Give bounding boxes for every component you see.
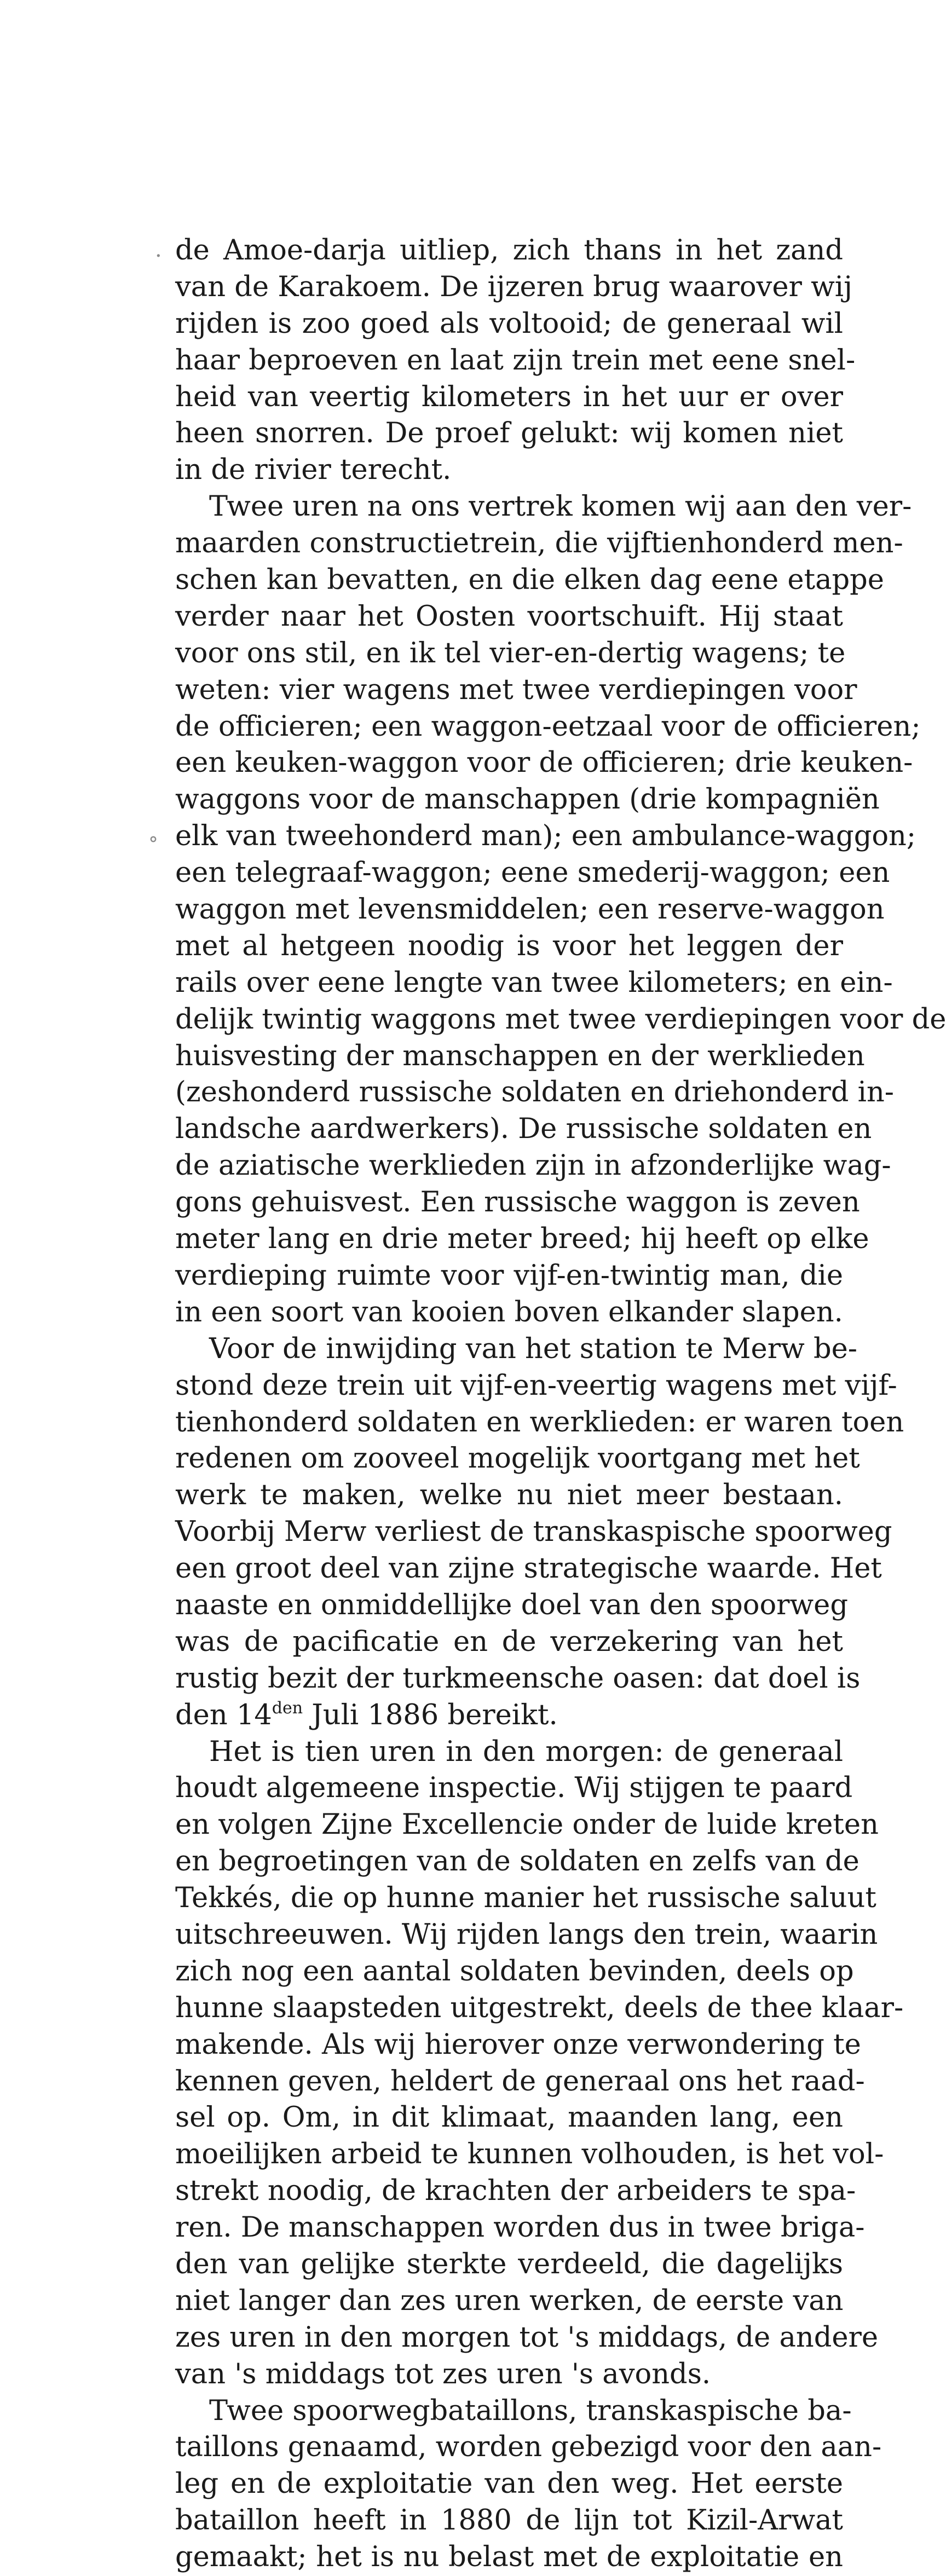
text-line: de officieren; een waggon-eetzaal voor de officieren; [175, 710, 921, 743]
text-line: en begroetingen van de soldaten en zelfs van de [175, 1845, 860, 1878]
text-line: een telegraaf-waggon; eene smederij-waggon; een [175, 857, 890, 890]
text-line: sel op. Om, in dit klimaat, maanden lang, een [175, 2101, 843, 2134]
text-line: hunne slaapsteden uitgestrekt, deels de thee klaar- [175, 1991, 904, 2024]
text-line: uitschreeuwen. Wij rijden langs den trein, waarin [175, 1918, 878, 1951]
text-line: een groot deel van zijne strategische waarde. Het [175, 1552, 882, 1585]
text-line: den van gelijke sterkte verdeeld, die dagelijks [175, 2248, 843, 2280]
paragraph-start-line: Voor de inwijding van het station te Merw be- [209, 1332, 858, 1365]
text-line: zich nog een aantal soldaten bevinden, deels op [175, 1955, 854, 1988]
text-line: haar beproeven en laat zijn trein met eene snel- [175, 344, 856, 377]
text-line: bataillon heeft in 1880 de lijn tot Kizil-Arwat [175, 2504, 843, 2537]
text-line: waggons voor de manschappen (drie kompagniën [175, 783, 880, 816]
text-line: niet langer dan zes uren werken, de eerste van [175, 2284, 844, 2317]
text-line: en volgen Zijne Excellencie onder de luide kreten [175, 1809, 879, 1841]
text-line: in de rivier terecht. [175, 454, 452, 487]
text-line: elk van tweehonderd man); een ambulance-waggon; [175, 820, 916, 853]
text-line: (zeshonderd russische soldaten en driehonderd in- [175, 1076, 895, 1109]
margin-mark-middle: ˚ [148, 836, 159, 861]
text-line: makende. Als wij hierover onze verwondering te [175, 2028, 861, 2061]
text-line: rails over eene lengte van twee kilometers; en ein- [175, 966, 893, 999]
paragraph-start-line: Het is tien uren in den morgen: de generaal [209, 1735, 843, 1768]
text-line: strekt noodig, de krachten der arbeiders te spa- [175, 2175, 856, 2208]
paragraph-start-line: Twee uren na ons vertrek komen wij aan den ver- [209, 490, 912, 523]
text-line: in een soort van kooien boven elkander slapen. [175, 1296, 843, 1329]
text-line: redenen om zooveel mogelijk voortgang met het [175, 1442, 860, 1475]
text-line: met al hetgeen noodig is voor het leggen der [175, 929, 843, 962]
paragraph-start-line: Twee spoorwegbataillons, transkaspische ba- [209, 2394, 852, 2427]
text-line: meter lang en drie meter breed; hij heeft op elke [175, 1223, 869, 1256]
text-line: landsche aardwerkers). De russische soldaten en [175, 1113, 872, 1146]
text-line: weten: vier wagens met twee verdiepingen voor [175, 673, 857, 706]
text-line: rustig bezit der turkmeensche oasen: dat doel is [175, 1662, 861, 1695]
margin-mark-top: · [155, 244, 162, 269]
text-line: gemaakt; het is nu belast met de exploitatie en [175, 2541, 843, 2574]
text-line: Tekkés, die op hunne manier het russische saluut [175, 1882, 876, 1915]
text-line: gons gehuisvest. Een russische waggon is zeven [175, 1186, 860, 1219]
text-line: de Amoe-darja uitliep, zich thans in het zand [175, 234, 843, 267]
text-line: ren. De manschappen worden dus in twee briga- [175, 2211, 865, 2244]
text-line: huisvesting der manschappen en der werklieden [175, 1039, 865, 1072]
text-line: maarden constructietrein, die vijftienhonderd men- [175, 527, 903, 560]
text-line: moeilijken arbeid te kunnen volhouden, is het vol- [175, 2138, 884, 2171]
text-line-with-date [175, 1697, 843, 1734]
text-line: was de pacificatie en de verzekering van het [175, 1625, 843, 1658]
text-line: delijk twintig waggons met twee verdiepingen voor de [175, 1003, 946, 1036]
text-line: heen snorren. De proef gelukt: wij komen niet [175, 417, 843, 450]
text-line: voor ons stil, en ik tel vier-en-dertig wagens; te [175, 637, 846, 669]
text-line: zes uren in den morgen tot 's middags, de andere [175, 2321, 879, 2354]
text-line: tienhonderd soldaten en werklieden: er waren toen [175, 1406, 904, 1439]
text-line: naaste en onmiddellijke doel van den spoorweg [175, 1589, 849, 1621]
text-line: stond deze trein uit vijf-en-veertig wagens met vijf- [175, 1369, 897, 1402]
text-line: heid van veertig kilometers in het uur er over [175, 380, 843, 413]
text-line: leg en de exploitatie van den weg. Het eerste [175, 2468, 843, 2500]
text-line: houdt algemeene inspectie. Wij stijgen te paard [175, 1772, 853, 1805]
text-line: van 's middags tot zes uren 's avonds. [175, 2358, 711, 2390]
text-line: werk te maken, welke nu niet meer bestaan. [175, 1479, 843, 1512]
text-line: verdieping ruimte voor vijf-en-twintig man, die [175, 1259, 843, 1292]
body-text [175, 233, 946, 2576]
text-line: verder naar het Oosten voortschuift. Hij staat [175, 600, 843, 633]
date-suffix: Juli 1886 bereikt. [303, 1699, 558, 1731]
text-line: kennen geven, heldert de generaal ons het raad- [175, 2065, 865, 2098]
text-line: waggon met levensmiddelen; een reserve-waggon [175, 893, 885, 926]
text-line: van de Karakoem. De ijzeren brug waarover wij [175, 270, 852, 303]
text-line: de aziatische werklieden zijn in afzonderlijke wag- [175, 1150, 891, 1182]
date-superscript: den [272, 1698, 303, 1718]
text-line: een keuken-waggon voor de officieren; drie keuken- [175, 747, 913, 779]
text-line: Voorbij Merw verliest de transkaspische spoorweg [175, 1516, 892, 1549]
date-prefix: den 14 [175, 1699, 272, 1731]
text-line: taillons genaamd, worden gebezigd voor den aan- [175, 2431, 882, 2464]
text-line: rijden is zoo goed als voltooid; de generaal wil [175, 307, 843, 340]
text-line: schen kan bevatten, en die elken dag eene etappe [175, 564, 884, 597]
